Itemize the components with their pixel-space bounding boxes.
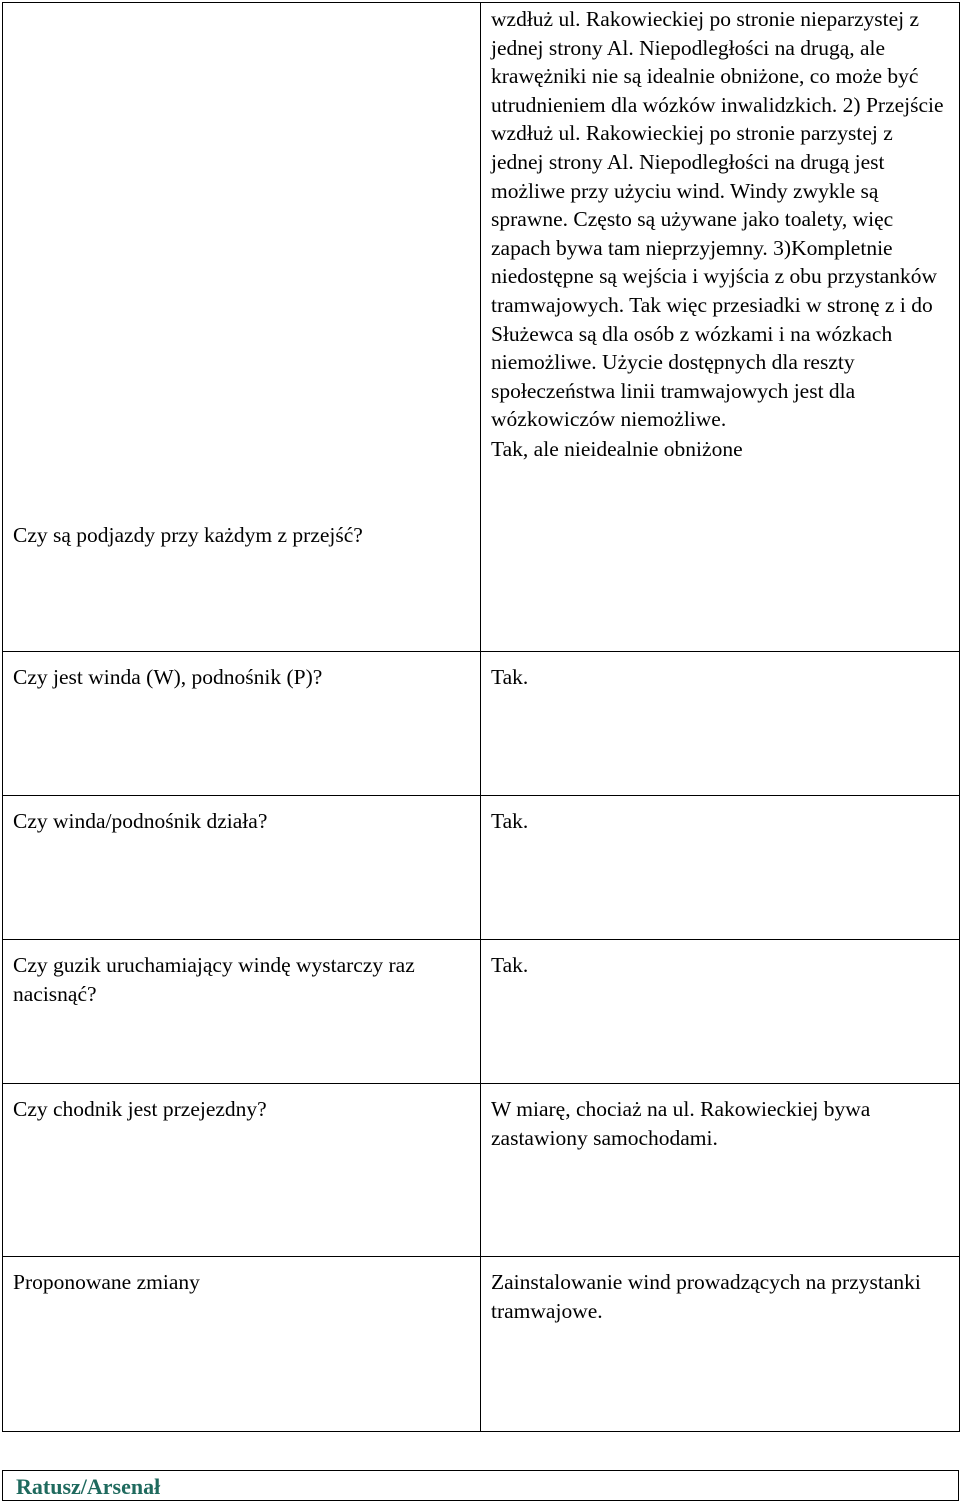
section-title: Ratusz/Arsenał: [16, 1474, 161, 1499]
table-row: [3, 1257, 960, 1432]
table-row: [3, 1084, 960, 1257]
answer-text: Tak, ale nieidealnie obniżone: [491, 436, 743, 461]
answer-text: wzdłuż ul. Rakowieckiej po stronie nieparzystej z jednej strony Al. Niepodległości na drugą, ale krawężniki nie są idealnie obniżone, co może być utrudnieniem dla wózków inwalidzkich. 2) Przejście wzdłuż ul. Rakowieckiej po stronie parzystej z jednej strony Al. Niepodległości na drugą jest możliwe przy użyciu wind. Windy zwykle są sprawne. Często są używane jako toalety, więc zapach bywa tam nieprzyjemny. 3)Kompletnie niedostępne są wejścia i wyjścia z obu przystanków tramwajowych. Tak więc przesiadki w stronę z i do Służewca są dla osób z wózkami i na wózkach niemożliwe. Użycie dostępnych dla reszty społeczeństwa linii tramwajowych jest dla wózkowiczów niemożliwe.: [491, 7, 944, 432]
table-row: [3, 652, 960, 796]
answer-cell: [481, 1084, 960, 1257]
question-text: Czy guzik uruchamiający windę wystarczy raz nacisnąć?: [13, 953, 415, 1006]
answer-text: Zainstalowanie wind prowadzących na przystanki tramwajowe.: [491, 1270, 921, 1323]
question-cell: [3, 3, 481, 652]
answer-text: Tak.: [491, 809, 529, 833]
question-cell: [3, 1257, 481, 1432]
answer-text: Tak.: [491, 953, 529, 977]
answer-cell: [481, 652, 960, 796]
question-cell: [3, 1084, 481, 1257]
question-text: Czy są podjazdy przy każdym z przejść?: [13, 523, 363, 547]
question-cell: [3, 940, 481, 1084]
table-row: [3, 796, 960, 940]
table-row: [3, 940, 960, 1084]
question-cell: [3, 652, 481, 796]
answer-cell: [481, 940, 960, 1084]
section-header-box: [2, 1470, 959, 1501]
answer-cell: [481, 1257, 960, 1432]
answer-text: W miarę, chociaż na ul. Rakowieckiej bywa zastawiony samochodami.: [491, 1097, 871, 1150]
question-text: Proponowane zmiany: [13, 1270, 200, 1294]
answer-text: Tak.: [491, 665, 529, 689]
question-text: Czy chodnik jest przejezdny?: [13, 1097, 267, 1121]
accessibility-table: [2, 2, 960, 1432]
table-row: [3, 3, 960, 652]
question-text: Czy winda/podnośnik działa?: [13, 809, 268, 833]
answer-cell: [481, 3, 960, 652]
question-text: Czy jest winda (W), podnośnik (P)?: [13, 665, 323, 689]
answer-cell: [481, 796, 960, 940]
question-cell: [3, 796, 481, 940]
